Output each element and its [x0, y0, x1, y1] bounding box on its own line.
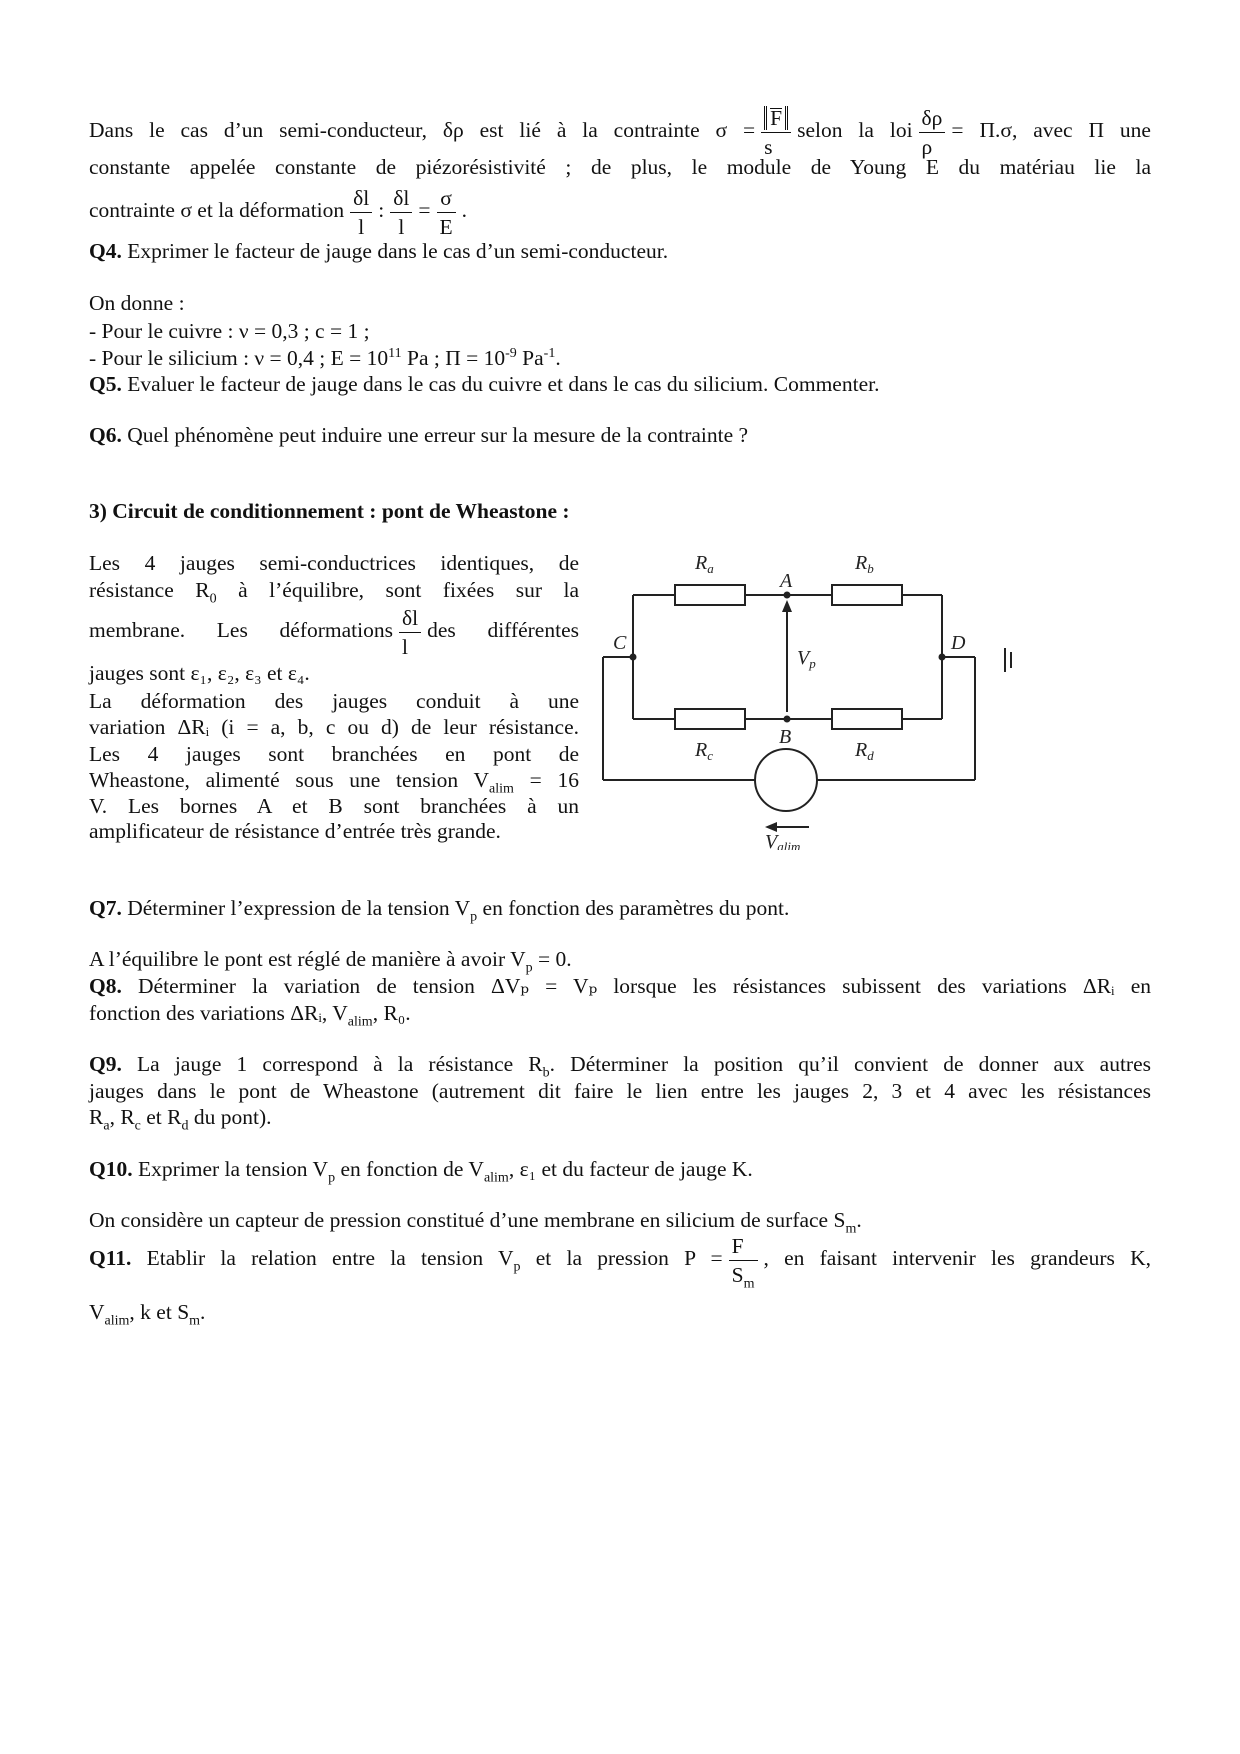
- column-line: membrane. Les déformations $\frac{\delta l}{l}$ des différentes: [89, 605, 579, 659]
- given-copper: - Pour le cuivre : ν = 0,3 ; c = 1 ;: [89, 319, 370, 343]
- question-q5: Q5. Evaluer le facteur de jauge dans le cas du cuivre et dans le cas du silicium. Commenter.: [89, 372, 880, 396]
- column-line: Les 4 jauges semi-conductrices identiques, de: [89, 551, 579, 575]
- label-valim: Valim: [765, 831, 801, 850]
- text: = Π.σ, avec Π une: [951, 118, 1151, 142]
- question-q11: Q11. Etablir la relation entre la tension $V_p$ et la pression P = $\frac{F}{S_m}$ , en faisant intervenir les grandeurs K,: [89, 1233, 1152, 1291]
- given-silicon: - Pour le silicium : ν = 0,4 ; $E = 10^{11}$ Pa ; $\Pi = 10^{-9}$ $Pa^{-1}$.: [89, 345, 561, 370]
- question-q10: Q10. Exprimer la tension $V_p$ en fonction de $V_{alim}$, ε₁ et du facteur de jauge K.: [89, 1157, 753, 1186]
- column-line: Les 4 jauges sont branchées en pont de: [89, 742, 579, 766]
- question-q8-line2: fonction des variations ΔRᵢ, $V_{alim}$, R₀.: [89, 1001, 411, 1030]
- fraction-dl-over-l: $\frac{\delta l}{l}$: [350, 184, 372, 241]
- node-d: D: [951, 632, 966, 654]
- paragraph-line: [89, 100, 1151, 160]
- column-line: jauges sont ε₁, ε₂, ε₃ et ε₄.: [89, 661, 310, 685]
- text: selon la loi: [797, 118, 913, 142]
- fraction-dl-over-l: $\frac{\delta l}{l}$: [390, 184, 412, 241]
- question-q8: Q8. Déterminer la variation de tension ΔVₚ = Vₚ lorsque les résistances subissent des variations ΔRᵢ en: [89, 974, 1152, 998]
- paragraph-line: contrainte σ et la déformation $\frac{\delta l}{l}$ : $\frac{\delta l}{l}$ = $\frac{\sigma}{E}$ .: [89, 185, 468, 239]
- wheatstone-bridge-diagram: [585, 540, 1045, 850]
- node-b: B: [779, 726, 792, 748]
- resistor-rc: [675, 709, 745, 729]
- paragraph-line: constante appelée constante de piézorésistivité ; de plus, le module de Young E du matériau lie la: [89, 155, 1151, 179]
- equilibrium-line: A l’équilibre le pont est réglé de manière à avoir $V_p = 0$.: [89, 947, 572, 976]
- column-line: amplificateur de résistance d’entrée très grande.: [89, 819, 501, 843]
- column-line: variation ΔRᵢ (i = a, b, c ou d) de leur résistance.: [89, 715, 579, 739]
- question-q6: Q6. Quel phénomène peut induire une erreur sur la mesure de la contrainte ?: [89, 423, 749, 447]
- resistor-rd: [832, 709, 902, 729]
- question-q9-line2: jauges dans le pont de Wheastone (autrement dit faire le lien entre les jauges 2, 3 et 4 avec les résistances: [89, 1079, 1151, 1103]
- fraction-sigma-over-e: $\frac{\sigma}{E}$: [437, 184, 456, 241]
- given-intro: On donne :: [89, 291, 185, 315]
- fraction-f-over-sm: $\frac{F}{S_m}$: [729, 1232, 758, 1289]
- question-q7: Q7. Déterminer l’expression de la tension $V_p$ en fonction des paramètres du pont.: [89, 896, 790, 925]
- label-ra: $R_a$: [695, 552, 714, 576]
- question-q4: Q4. Exprimer le facteur de jauge dans le cas d’un semi-conducteur.: [89, 239, 669, 263]
- sensor-line: On considère un capteur de pression constitué d’une membrane en silicium de surface $S_m$.: [89, 1208, 862, 1237]
- question-q9: Q9. La jauge 1 correspond à la résistance $R_b$. Déterminer la position qu’il convient de donner aux autres: [89, 1052, 1151, 1081]
- label-rd: $R_d$: [855, 739, 874, 763]
- column-line: résistance $R_0$ à l’équilibre, sont fixées sur la: [89, 578, 580, 607]
- node-c: C: [613, 632, 627, 654]
- question-q11-line2: $V_{alim}$, k et $S_m$.: [89, 1300, 206, 1329]
- column-line: La déformation des jauges conduit à une: [89, 689, 579, 713]
- question-q9-line3: $R_a$, $R_c$ et $R_d$ du pont).: [89, 1105, 272, 1134]
- text: Dans le cas d’un semi-conducteur, δρ est lié à la contrainte σ =: [89, 118, 756, 142]
- resistor-rb: [832, 585, 902, 605]
- column-line: V. Les bornes A et B sont branchées à un: [89, 794, 579, 818]
- label-vp: $V_p$: [797, 647, 816, 671]
- label-rc: $R_c$: [695, 739, 713, 763]
- fraction-drho-over-rho: $\frac{\delta\rho}{\rho}$: [919, 104, 946, 161]
- node-a: A: [780, 570, 793, 592]
- label-rb: $R_b$: [855, 552, 874, 576]
- column-line: Wheastone, alimenté sous une tension $V_{alim} = 16$: [89, 768, 579, 797]
- fraction-dl-over-l: $\frac{\delta l}{l}$: [399, 604, 421, 661]
- force-vector: F: [770, 105, 783, 130]
- resistor-ra: [675, 585, 745, 605]
- fraction-denominator: s: [764, 134, 773, 159]
- section-title: 3) Circuit de conditionnement : pont de Wheastone :: [89, 499, 570, 523]
- voltage-source: [755, 749, 817, 811]
